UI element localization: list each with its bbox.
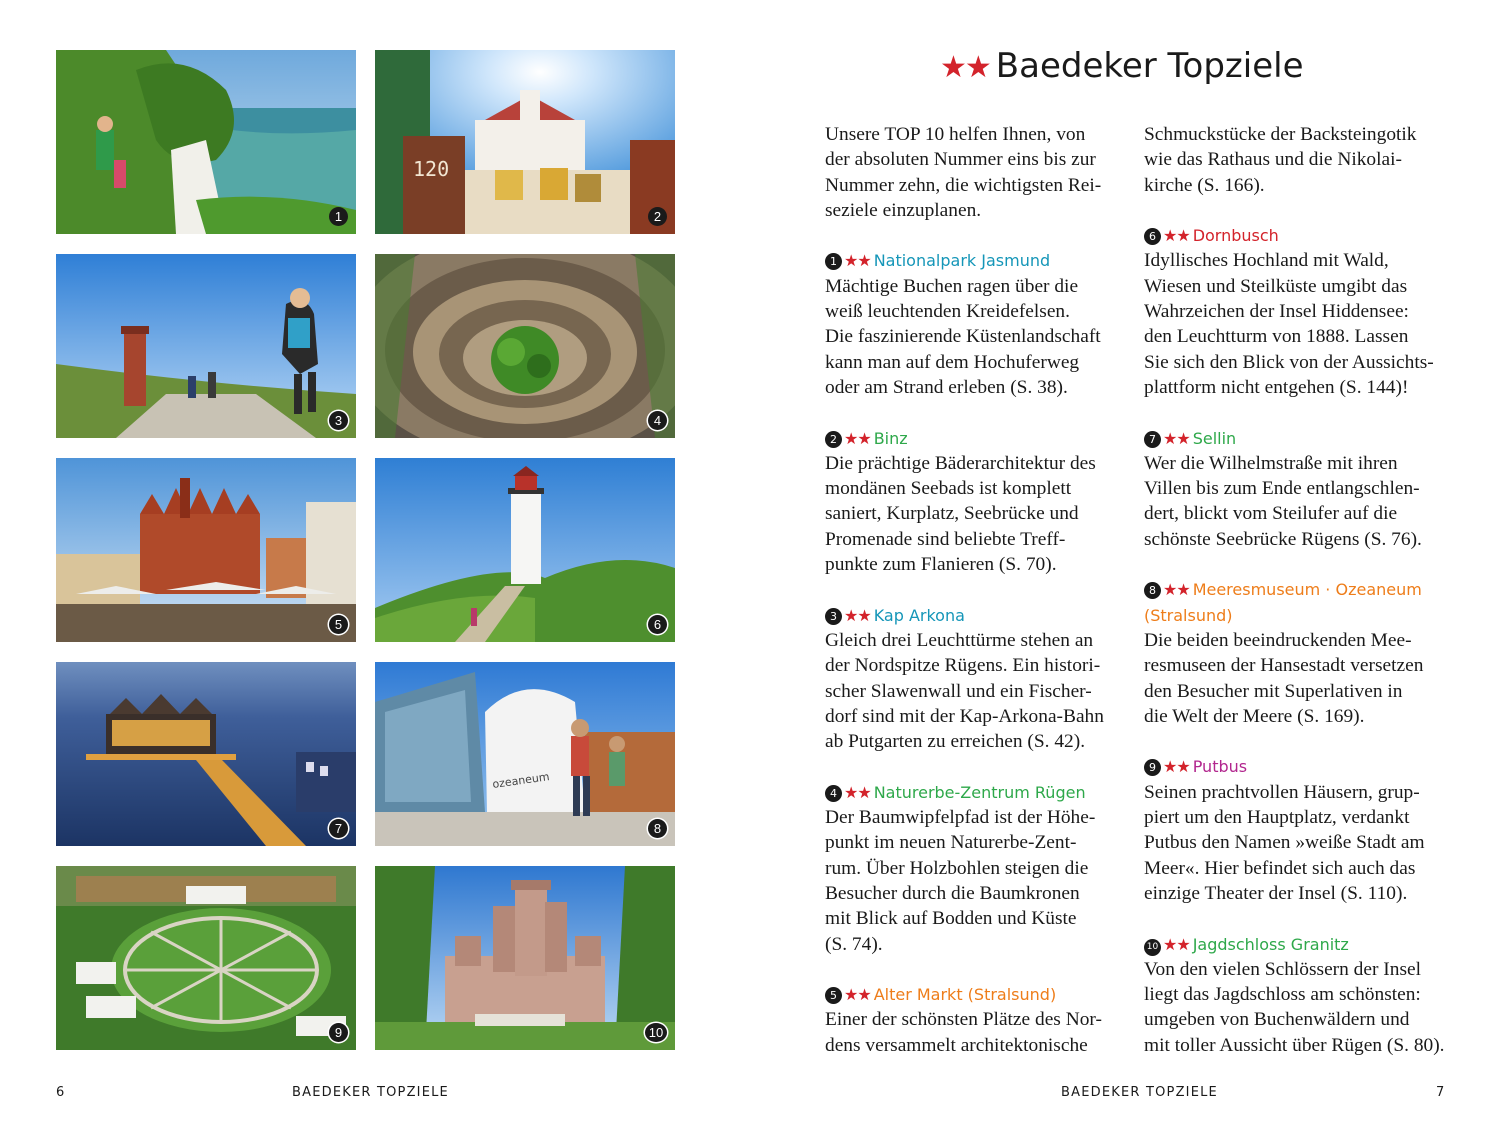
intro-line: seziele einzuplanen.: [825, 199, 982, 221]
topziel-5-line: kirche (S. 166).: [1144, 174, 1265, 196]
photo-3-number-badge: 3: [329, 411, 348, 430]
topziel-7-name: Sellin: [1192, 428, 1237, 448]
topziel-2-line: punkte zum Flanieren (S. 70).: [825, 554, 1057, 576]
title-stars-icon: ★★: [940, 50, 990, 85]
topziel-5-heading: [825, 982, 1125, 1007]
number-badge-icon: 4: [825, 785, 842, 802]
page-title-text: Baedeker Topziele: [995, 46, 1304, 86]
topziel-4-line: Besucher durch die Baumkronen: [825, 882, 1080, 904]
topziel-5-line: wie das Rathaus und die Nikolai-: [1144, 149, 1402, 171]
photo-3-lighthouse-path: [56, 254, 356, 438]
topziel-4-line: Der Baumwipfelpfad ist der Höhe-: [825, 807, 1096, 829]
topziel-3-heading: [825, 603, 1125, 628]
topziel-1-heading: [825, 248, 1125, 273]
topziel-10-heading: [1144, 932, 1450, 957]
topziel-2-name: Binz: [873, 428, 908, 448]
topziel-4-line: mit Blick auf Bodden und Küste: [825, 908, 1077, 930]
photo-4-treetop-walk: [375, 254, 675, 438]
photo-10-image: [375, 866, 675, 1050]
photo-7-pier-night: [56, 662, 356, 846]
topziel-8-line: den Besucher mit Superlativen in: [1144, 680, 1403, 702]
topziel-4-line: rum. Über Holzbohlen steigen die: [825, 857, 1089, 879]
stars-icon: ★★: [1163, 757, 1190, 777]
topziel-5-name: Alter Markt (Stralsund): [873, 985, 1057, 1005]
stars-icon: ★★: [844, 782, 871, 802]
stars-icon: ★★: [844, 251, 871, 271]
topziel-8-line: Die beiden beeindruckenden Mee-: [1144, 629, 1412, 651]
number-badge-icon: 10: [1144, 939, 1161, 956]
topziel-5-line: Schmuckstücke der Backsteingotik: [1144, 124, 1417, 145]
stars-icon: ★★: [844, 428, 871, 448]
topziel-9-line: Putbus den Namen »weiße Stadt am: [1144, 832, 1425, 854]
photo-5-town-hall-square: [56, 458, 356, 642]
intro-paragraph: [825, 122, 1125, 223]
photo-6-number-badge: 6: [648, 615, 667, 634]
photo-8-image: [375, 662, 675, 846]
topziel-9-name: Putbus: [1192, 757, 1248, 777]
topziel-1-line: oder am Strand erleben (S. 38).: [825, 376, 1068, 398]
topziel-10-name: Jagdschloss Granitz: [1192, 934, 1349, 954]
topziel-8-name-suffix: (Stralsund): [1144, 605, 1233, 625]
topziel-6-name: Dornbusch: [1192, 226, 1279, 246]
ozeaneum-sign: ozeaneum: [491, 770, 551, 791]
photo-7-image: [56, 662, 356, 846]
topziel-2-line: Die prächtige Bäderarchitektur des: [825, 452, 1096, 474]
photo-5-number-badge: 5: [329, 615, 348, 634]
topziel-2-line: Promenade sind beliebte Treff-: [825, 528, 1066, 550]
stars-icon: ★★: [1163, 226, 1190, 246]
stars-icon: ★★: [1163, 934, 1190, 954]
topziel-3-name: Kap Arkona: [873, 605, 965, 625]
topziel-3: [825, 603, 1125, 755]
photo-3-image: [56, 254, 356, 438]
photo-1-cliff-coast: [56, 50, 356, 234]
topziel-10: [1144, 932, 1450, 1058]
topziel-9: [1144, 754, 1450, 906]
photo-9-image: [56, 866, 356, 1050]
text-column-right: [1144, 122, 1450, 1083]
topziel-6-heading: [1144, 223, 1450, 248]
number-badge-icon: 6: [1144, 228, 1161, 245]
number-badge-icon: 8: [1144, 582, 1161, 599]
topziel-4-heading: [825, 780, 1125, 805]
topziel-6-line: Idyllisches Hochland mit Wald,: [1144, 250, 1389, 272]
topziel-8-line: resmuseen der Hansestadt versetzen: [1144, 655, 1424, 677]
topziel-1-line: kann man auf dem Hochuferweg: [825, 351, 1080, 373]
topziel-4-line: (S. 74).: [825, 933, 883, 955]
topziel-2-heading: [825, 426, 1125, 451]
topziel-8-line: die Welt der Meere (S. 169).: [1144, 705, 1365, 727]
stars-icon: ★★: [844, 985, 871, 1005]
topziel-7-line: dert, blickt vom Steilufer auf die: [1144, 503, 1398, 525]
topziel-9-line: Seinen prachtvollen Häusern, grup-: [1144, 781, 1420, 803]
topziel-10-line: Von den vielen Schlössern der Insel: [1144, 958, 1421, 980]
topziel-2-line: saniert, Kurplatz, Seebrücke und: [825, 503, 1079, 525]
topziel-3-line: scher Slawenwall und ein Fischer-: [825, 680, 1092, 702]
right-page-number: 7: [1436, 1085, 1446, 1100]
topziel-2: [825, 426, 1125, 578]
stars-icon: ★★: [1163, 580, 1190, 600]
topziel-9-line: Meer«. Hier befindet sich auch das: [1144, 857, 1416, 879]
topziel-4: [825, 780, 1125, 957]
photo-9-number-badge: 9: [329, 1023, 348, 1042]
right-running-head: BAEDEKER TOPZIELE: [1061, 1085, 1218, 1100]
topziel-7-line: schönste Seebrücke Rügens (S. 76).: [1144, 528, 1422, 550]
topziel-2-line: mondänen Seebads ist komplett: [825, 478, 1072, 500]
topziel-6-line: plattform nicht entgehen (S. 144)!: [1144, 376, 1409, 398]
topziel-5: [825, 982, 1125, 1058]
topziel-1-name: Nationalpark Jasmund: [873, 251, 1051, 271]
intro-line: der absoluten Nummer eins bis zur: [825, 149, 1096, 171]
topziel-6-line: Sie sich den Blick von der Aussichts-: [1144, 351, 1434, 373]
photo-8-ozeaneum: [375, 662, 675, 846]
left-page-number: 6: [56, 1085, 66, 1100]
topziel-10-line: mit toller Aussicht über Rügen (S. 80).: [1144, 1034, 1445, 1056]
photo-2-beach-chairs-palace: [375, 50, 675, 234]
photo-1-number-badge: 1: [329, 207, 348, 226]
topziel-1: [825, 248, 1125, 400]
topziel-6-line: den Leuchtturm von 1888. Lassen: [1144, 326, 1409, 348]
number-badge-icon: 9: [1144, 759, 1161, 776]
photo-2-number-badge: 2: [648, 207, 667, 226]
page-title: [940, 44, 1340, 90]
topziel-6-line: Wiesen und Steilküste umgibt das: [1144, 275, 1408, 297]
photo-10-castle: [375, 866, 675, 1050]
intro-line: Unsere TOP 10 helfen Ihnen, von: [825, 124, 1086, 145]
topziel-8-heading-line2: [1144, 603, 1450, 628]
topziel-10-line: umgeben von Buchenwäldern und: [1144, 1009, 1410, 1031]
topziel-8-name: Meeresmuseum · Ozeaneum: [1192, 580, 1422, 600]
topziel-8-heading: [1144, 577, 1450, 602]
photo-9-aerial-circus: [56, 866, 356, 1050]
stars-icon: ★★: [844, 605, 871, 625]
topziel-1-line: weiß leuchtenden Kreidefelsen.: [825, 301, 1070, 323]
topziel-5-line: dens versammelt architektonische: [825, 1034, 1088, 1056]
photo-7-number-badge: 7: [329, 819, 348, 838]
topziel-4-name: Naturerbe-Zentrum Rügen: [873, 782, 1086, 802]
topziel-1-line: Mächtige Buchen ragen über die: [825, 275, 1079, 297]
number-badge-icon: 7: [1144, 431, 1161, 448]
topziel-7-heading: [1144, 426, 1450, 451]
left-running-head: BAEDEKER TOPZIELE: [292, 1085, 449, 1100]
topziel-7-line: Wer die Wilhelmstraße mit ihren: [1144, 452, 1398, 474]
topziel-4-line: punkt im neuen Naturerbe-Zent-: [825, 832, 1077, 854]
photo-10-number-badge: 10: [645, 1023, 667, 1042]
topziel-7: [1144, 426, 1450, 552]
number-badge-icon: 3: [825, 608, 842, 625]
number-badge-icon: 5: [825, 987, 842, 1004]
topziel-7-line: Villen bis zum Ende entlangschlen-: [1144, 478, 1420, 500]
topziel-9-heading: [1144, 754, 1450, 779]
number-badge-icon: 1: [825, 253, 842, 270]
photo-2-image: [375, 50, 675, 234]
topziel-3-line: ab Putgarten zu erreichen (S. 42).: [825, 731, 1086, 753]
topziel-10-line: liegt das Jagdschloss am schönsten:: [1144, 984, 1421, 1006]
topziel-9-line: einzige Theater der Insel (S. 110).: [1144, 882, 1408, 904]
topziel-9-line: piert um den Hauptplatz, verdankt: [1144, 807, 1410, 829]
photo-4-number-badge: 4: [648, 411, 667, 430]
topziel-6: [1144, 223, 1450, 400]
stars-icon: ★★: [1163, 428, 1190, 448]
number-badge-icon: 2: [825, 431, 842, 448]
photo-5-image: [56, 458, 356, 642]
photo-4-image: [375, 254, 675, 438]
topziel-6-line: Wahrzeichen der Insel Hiddensee:: [1144, 301, 1409, 323]
text-column-left: [825, 122, 1125, 1083]
topziel-1-line: Die faszinierende Küstenlandschaft: [825, 326, 1101, 348]
photo-6-image: [375, 458, 675, 642]
photo-6-white-lighthouse: [375, 458, 675, 642]
topziel-8: [1144, 577, 1450, 729]
topziel-3-line: dorf sind mit der Kap-Arkona-Bahn: [825, 705, 1104, 727]
topziel-3-line: der Nordspitze Rügens. Ein histori-: [825, 655, 1101, 677]
photo-8-number-badge: 8: [648, 819, 667, 838]
photo-1-image: [56, 50, 356, 234]
topziel-5-line: Einer der schönsten Plätze des Nor-: [825, 1009, 1102, 1031]
topziel-5-continued: [1144, 122, 1450, 198]
topziel-3-line: Gleich drei Leuchttürme stehen an: [825, 629, 1094, 651]
beach-chair-number: 120: [413, 157, 450, 181]
intro-line: Nummer zehn, die wichtigsten Rei-: [825, 174, 1102, 196]
